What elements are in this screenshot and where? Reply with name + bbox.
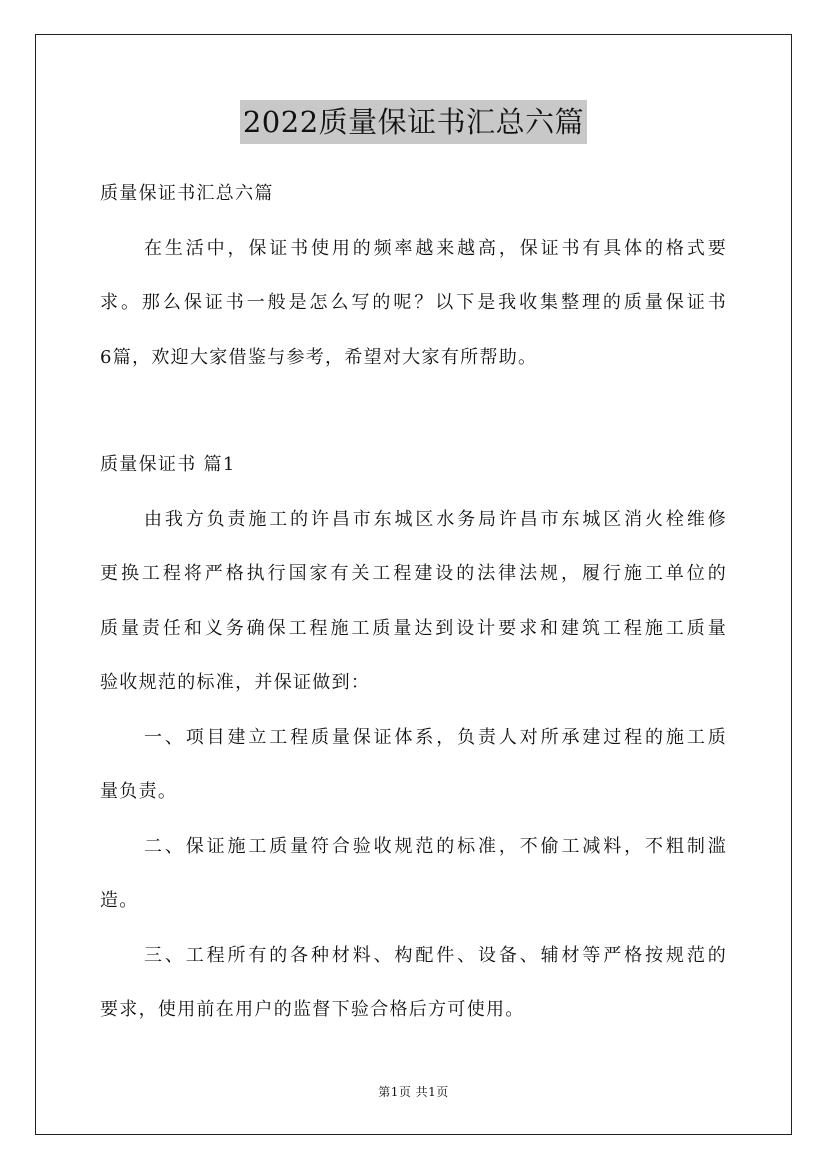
paragraph-line: 验收规范的标准，并保证做到：: [100, 672, 371, 693]
intro-line-1: 在生活中，保证书使用的频率越来越高，保证书有具体的格式要: [144, 237, 727, 259]
paragraph-line: 质量责任和义务确保工程施工质量达到设计要求和建筑工程施工质量: [100, 617, 727, 639]
paragraph-line: 由我方负责施工的许昌市东城区水务局许昌市东城区消火栓维修: [144, 508, 727, 530]
list-item-1-line-1: 一、项目建立工程质量保证体系，负责人对所承建过程的施工质: [144, 726, 727, 748]
intro-line-2: 求。那么保证书一般是怎么写的呢？以下是我收集整理的质量保证书: [100, 292, 727, 313]
list-item-2-line-2: 造。: [100, 890, 139, 911]
list-item-3-line-2: 要求，使用前在用户的监督下验合格后方可使用。: [100, 999, 525, 1020]
document-title: 2022质量保证书汇总六篇: [240, 100, 587, 144]
section-spacer: [100, 390, 727, 443]
paragraph-line: 更换工程将严格执行国家有关工程建设的法律法规，履行施工单位的: [100, 563, 727, 584]
list-item-3-line-1: 三、工程所有的各种材料、构配件、设备、辅材等严格按规范的: [144, 944, 727, 966]
intro-heading: 质量保证书汇总六篇: [100, 183, 274, 204]
list-item-2-line-1: 二、保证施工质量符合验收规范的标准，不偷工减料，不粗制滥: [144, 835, 727, 857]
section-heading: 质量保证书 篇1: [100, 454, 236, 475]
title-container: [0, 100, 827, 144]
list-item-1-line-2: 量负责。: [100, 781, 178, 802]
document-body: [100, 172, 727, 1043]
intro-line-3: 6篇，欢迎大家借鉴与参考，希望对大家有所帮助。: [100, 346, 538, 368]
page-footer: 第1页 共1页: [378, 1085, 449, 1099]
